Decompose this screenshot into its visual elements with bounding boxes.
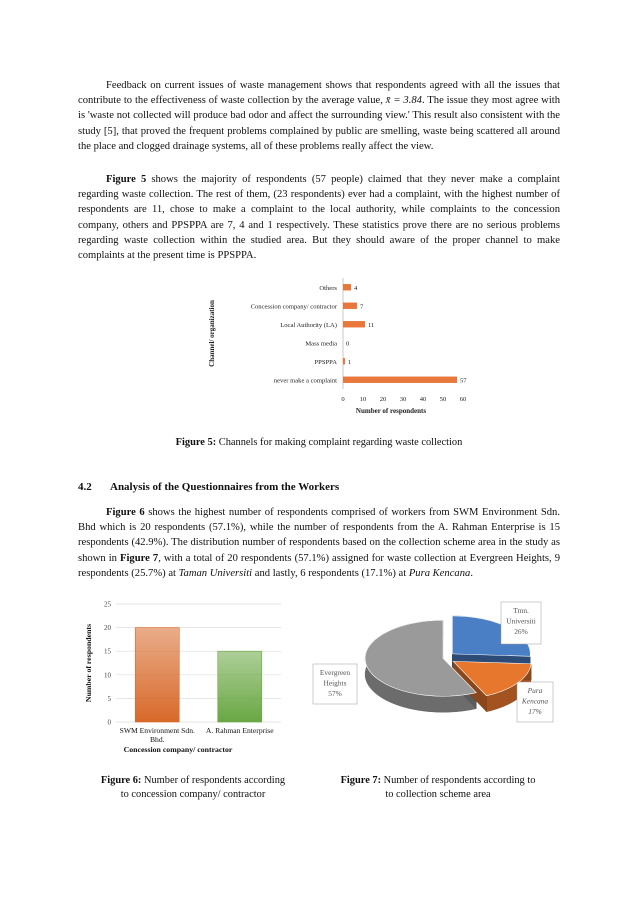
fig5-value-label: 7 [360,303,364,311]
fig6-y-axis-title: Number of respondents [84,623,93,703]
fig5-x-tick: 60 [459,396,467,403]
fig6-category-label: A. Rahman Enterprise [205,726,274,735]
figure5-caption: Figure 5: Channels for making complaint regarding waste collection [175,437,463,448]
fig6-bar [218,651,262,722]
section-heading: 4.2 Analysis of the Questionnaires from the Workers [78,481,340,493]
fig5-x-axis-title: Number of respondents [355,407,427,415]
fig7-slice-label: 57% [328,689,342,698]
fig5-category-label: Others [319,284,337,292]
fig6-bar [135,628,179,722]
fig5-category-label: Local Authority (LA) [280,321,337,329]
fig5-x-tick: 50 [439,396,447,403]
fig7-slice-label: Kencana [521,696,549,706]
fig6-category-label: SWM Environment Sdn. [119,726,195,735]
figure7-caption: Figure 7: Number of respondents according to to collection scheme area [340,775,536,800]
fig6-x-axis-title: Concession company/ contractor [123,745,233,754]
fig6-category-label: Bhd. [149,735,165,744]
figure7-chart [305,600,565,760]
fig5-category-label: PPSPPA [314,358,337,366]
fig7-slice-label: Pura [527,686,543,695]
fig5-bar [343,303,357,309]
fig6-y-tick: 5 [107,694,111,703]
fig5-y-axis-title: Channel/ organization [208,300,216,367]
paragraph-workers: Figure 6 shows the highest number of respondents comprised of workers from SWM Environment Sdn. Bhd which is 20 respondents (57.1%), while the number of respondents from the A. Rahman Enterprise is 15 respondents (42.9%). The distribution number of respondents based on the collection scheme area in the study as shown in Figure 7, with a total of 20 respondents (57.1%) assigned for waste collection at Evergreen Heights, 9 respondents (25.7%) at Taman Universiti and lastly, 6 respondents (17.1%) at Pura Kencana. [78,507,561,579]
fig7-slice-label: 17% [528,707,542,716]
fig7-slice-label: 26% [514,627,528,636]
fig6-y-tick: 10 [104,671,111,680]
fig5-value-label: 4 [354,284,358,292]
fig6-y-tick: 20 [104,624,111,633]
fig7-slice-label: Heights [323,678,347,688]
fig5-x-tick: 10 [359,396,367,403]
fig5-category-label: Mass media [305,340,337,348]
fig7-slice-label: Universiti [506,616,536,626]
fig6-y-tick: 25 [104,600,111,609]
paragraph-figure5: Figure 5 shows the majority of respondents (57 people) claimed that they never make a complaint regarding waste collection. The rest of them, (23 respondents) ever had a complaint, with the highest number of respondents are 11, chose to make a complaint to the local authority, while complaints to the concession company, others and PPSPPA are 7, 4 and 1 respectively. These statistics prove there are no serious problems regarding waste collection within the studied area. But they should aware of the proper channel to make complaints at the present time is PPSPPA. [78,174,560,262]
fig5-category-label: never make a complaint [273,377,337,385]
fig7-slice-label: Tmn. [513,606,529,615]
figure5-chart [190,272,480,422]
fig5-bar [343,321,365,327]
fig5-category-label: Concession company/ contractor [250,303,337,311]
figure6-chart [78,598,288,758]
fig6-y-tick: 15 [104,647,111,656]
fig5-bar [343,284,351,290]
mean-formula: x̄ = 3.84 [385,95,422,107]
fig5-bar [343,377,457,383]
paragraph-feedback: Feedback on current issues of waste management shows that respondents agreed with all the issues that contribute to the effectiveness of waste collection by the average value, x̄ = 3.84. The issue they most agree with is 'waste not collected will produce bad odor and affect the surrounding view.' This result also consistent with the study [5], that proved the frequent problems complained by public are smelling, waste being scattered all around the place and clogged drainage systems, all of these problems really affect the view. [78,80,561,152]
fig5-x-tick: 20 [379,396,387,403]
fig5-value-label: 1 [348,358,352,366]
fig5-bar [343,358,345,364]
fig5-x-tick: 30 [399,396,407,403]
fig5-value-label: 57 [460,377,467,385]
figure5-ref: Figure 5 [106,174,147,185]
figure6-caption: Figure 6: Number of respondents according to concession company/ contractor [100,775,286,800]
fig5-x-tick: 40 [419,396,427,403]
fig5-value-label: 11 [368,321,375,329]
fig5-x-tick: 0 [341,396,345,403]
fig5-value-label: 0 [346,340,350,348]
fig7-slice-label: Evergreen [319,668,351,677]
fig6-y-tick: 0 [107,718,111,727]
